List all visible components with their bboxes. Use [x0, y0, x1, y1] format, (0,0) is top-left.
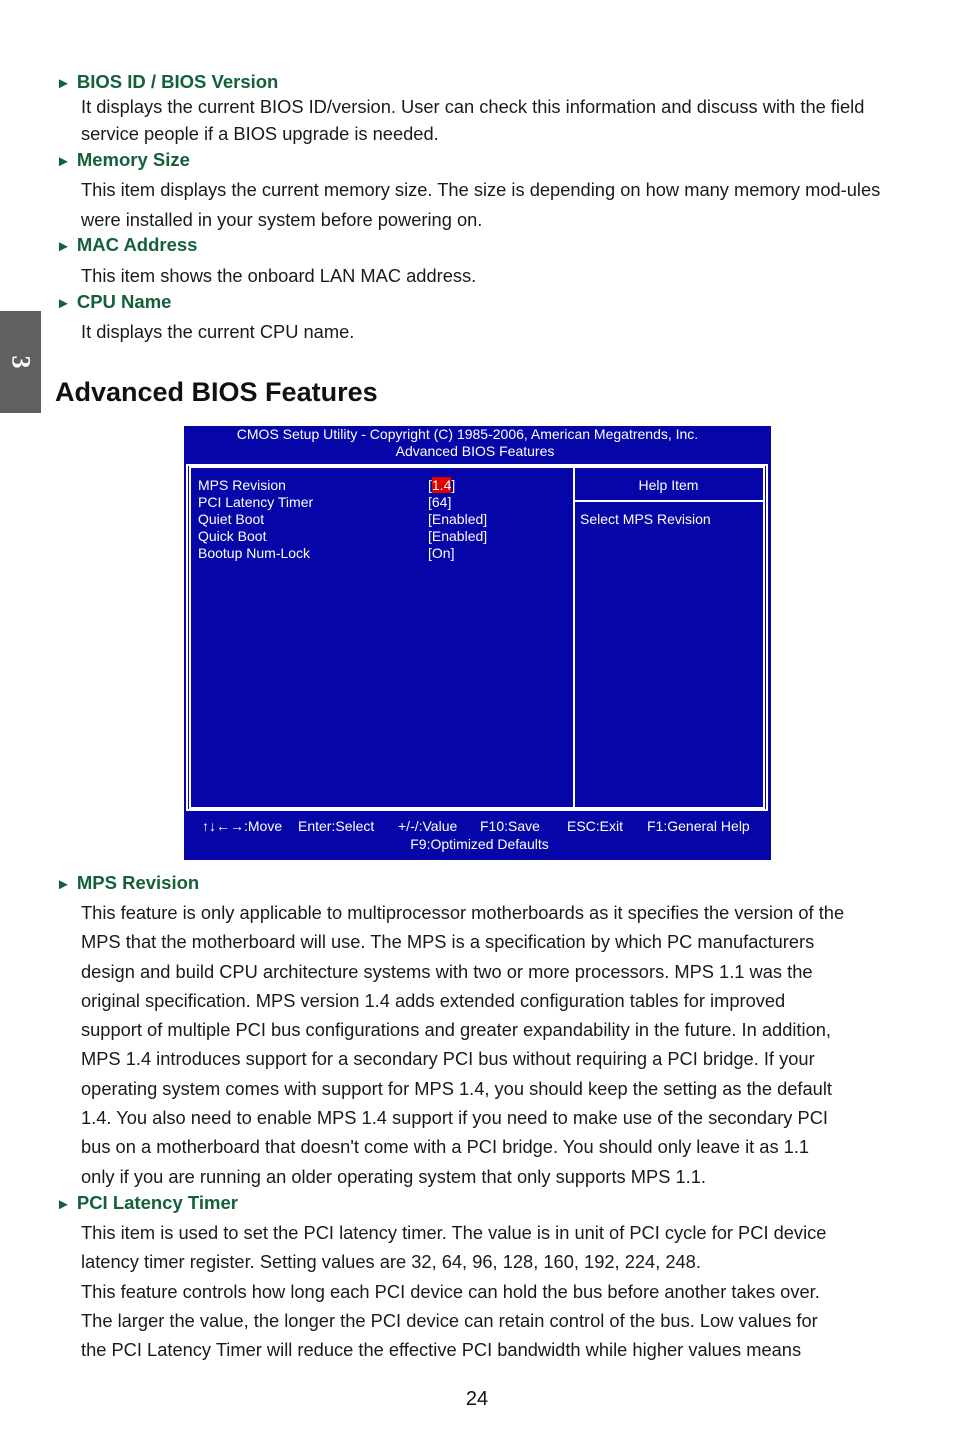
heading-text: BIOS ID / BIOS Version	[76, 71, 279, 92]
text-line: design and build CPU architecture systems with two or more processors. MPS 1.1 was the	[81, 960, 813, 982]
page-number: 24	[465, 1388, 489, 1410]
heading-bios-id	[56, 71, 278, 93]
text-line: support of multiple PCI bus configurations and greater expandability in the future. In addition,	[81, 1019, 831, 1041]
footer-key-exit: ESC:Exit	[567, 818, 624, 834]
heading-text: MAC Address	[76, 234, 198, 255]
footer-key-select: Enter:Select	[298, 818, 375, 834]
text-line: bus on a motherboard that doesn't come with a PCI bridge. You should only leave it as 1.1	[81, 1136, 810, 1158]
setting-value-quiet-boot[interactable]: [Enabled]	[428, 511, 488, 527]
text-line: original specification. MPS version 1.4 adds extended configuration tables for improved	[81, 989, 786, 1011]
bios-header-line2: Advanced BIOS Features	[395, 443, 555, 459]
setting-label-pci-latency[interactable]: PCI Latency Timer	[198, 494, 314, 510]
text-line: operating system comes with support for MPS 1.4, you should keep the setting as the default	[81, 1077, 832, 1099]
triangle-bullet-icon: ►	[56, 295, 71, 312]
footer-key-help: F1:General Help	[647, 818, 750, 834]
help-title: Help Item	[574, 468, 763, 502]
text-line: the PCI Latency Timer will reduce the effective PCI bandwidth while higher values means	[81, 1339, 802, 1361]
bracket-open: [	[428, 477, 432, 493]
paragraph-bios-id: It displays the current BIOS ID/version. User can check this information and discuss with the field service people if a BIOS upgrade is needed.	[81, 96, 865, 144]
paragraph-pci-latency-timer	[81, 1218, 906, 1364]
selected-value[interactable]: 1.4	[431, 477, 452, 493]
heading-text: PCI Latency Timer	[76, 1192, 238, 1213]
chapter-tab	[0, 311, 41, 413]
heading-memory-size	[56, 149, 190, 171]
text-line: MPS that the motherboard will use. The MPS is a specification by which PC manufacturers	[81, 931, 815, 953]
text-line: This item is used to set the PCI latency timer. The value is in unit of PCI cycle for PCI device	[81, 1222, 827, 1243]
text-line: latency timer register. Setting values are 32, 64, 96, 128, 160, 192, 224, 248.	[81, 1251, 701, 1273]
heading-mac-address	[56, 234, 197, 256]
section-title: Advanced BIOS Features	[55, 377, 378, 407]
paragraph-memory-size: This item displays the current memory size. The size is depending on how many memory mod-ules were installed in your system before powering on.	[81, 179, 881, 230]
setting-value-quick-boot[interactable]: [Enabled]	[428, 528, 488, 544]
footer-key-defaults: F9:Optimized Defaults	[410, 836, 549, 852]
footer-key-value: +/-/:Value	[398, 818, 458, 834]
text-line: The larger the value, the longer the PCI device can retain control of the bus. Low values for	[81, 1309, 818, 1331]
paragraph-mps-revision	[81, 898, 906, 1191]
setting-label-quiet-boot[interactable]: Quiet Boot	[198, 511, 265, 527]
help-text: Select MPS Revision	[580, 511, 711, 527]
triangle-bullet-icon: ►	[56, 876, 71, 893]
heading-pci-latency-timer	[56, 1192, 238, 1214]
paragraph-mac-address: This item shows the onboard LAN MAC address.	[81, 265, 477, 286]
setting-label-quick-boot[interactable]: Quick Boot	[198, 528, 267, 544]
setting-value-mps-revision[interactable]	[428, 477, 455, 494]
chapter-number: 3	[6, 355, 36, 369]
triangle-bullet-icon: ►	[56, 75, 71, 92]
setting-label-mps-revision[interactable]: MPS Revision	[198, 477, 286, 493]
triangle-bullet-icon: ►	[56, 153, 71, 170]
heading-text: Memory Size	[76, 149, 190, 170]
setting-label-numlock[interactable]: Bootup Num-Lock	[198, 545, 311, 561]
footer-key-save: F10:Save	[480, 818, 540, 834]
text-line: MPS 1.4 introduces support for a secondary PCI bus without requiring a PCI bridge. If your	[81, 1048, 815, 1070]
bios-header-line1: CMOS Setup Utility - Copyright (C) 1985-2006, American Megatrends, Inc.	[236, 426, 699, 442]
text-line: only if you are running an older operating system that only supports MPS 1.1.	[81, 1165, 706, 1187]
bios-screen	[184, 426, 771, 860]
setting-value-numlock[interactable]: [On]	[428, 545, 455, 561]
footer-key-move: ↑↓←→:Move	[202, 818, 283, 834]
paragraph-cpu-name: It displays the current CPU name.	[81, 321, 355, 342]
setting-value-pci-latency[interactable]: [64]	[428, 494, 452, 510]
heading-mps-revision	[56, 872, 199, 894]
heading-cpu-name	[56, 291, 171, 313]
bracket-close: ]	[451, 477, 456, 493]
heading-text: CPU Name	[76, 291, 172, 312]
triangle-bullet-icon: ►	[56, 1196, 71, 1213]
text-line: This feature is only applicable to multiprocessor motherboards as it specifies the version of the	[81, 902, 845, 923]
heading-text: MPS Revision	[76, 872, 200, 893]
triangle-bullet-icon: ►	[56, 238, 71, 255]
text-line: 1.4. You also need to enable MPS 1.4 support if you need to make use of the secondary PCI	[81, 1107, 828, 1129]
text-line: This feature controls how long each PCI device can hold the bus before another takes over.	[81, 1280, 820, 1302]
